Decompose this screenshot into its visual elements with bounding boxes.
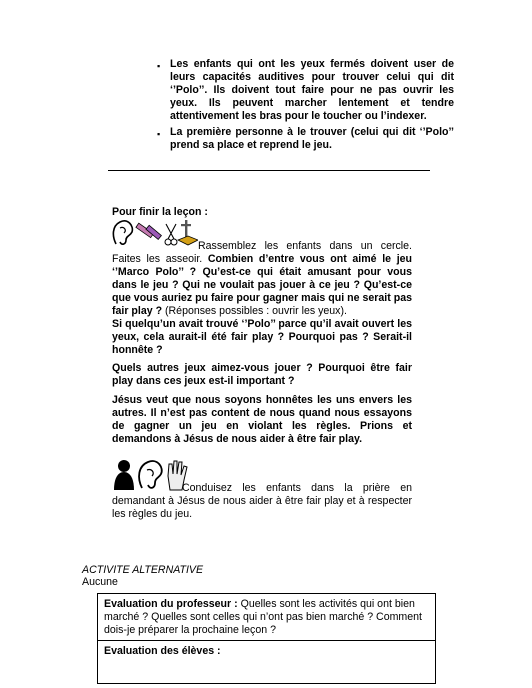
- divider: [108, 170, 430, 171]
- alt-activity-title: ACTIVITE ALTERNATIVE: [82, 564, 204, 576]
- p1-normal: Rassemblez les enfants dans un cercle. Faites les asseoir.: [112, 240, 412, 265]
- p5-text: Conduisez les enfants dans la prière en demandant à Jésus de nous aider à être fair play et à respecter les règles du jeu.: [112, 482, 412, 520]
- teacher-evaluation-box: [97, 593, 436, 641]
- bullet-marker: ▪: [157, 129, 161, 139]
- p1-tail: (Réponses possibles : ouvrir les yeux).: [165, 305, 347, 317]
- paragraph-2: Si quelqu’un avait trouvé ‘’Polo’’ parce qu’il avait ouvert les yeux, cela aurait-il été fair play ? Pourquoi pas ? Serait-il honnête ?: [112, 318, 412, 356]
- student-evaluation-label: Evaluation des élèves :: [104, 645, 221, 657]
- teacher-evaluation-text: Quelles sont les activités qui ont bien marché ? Quelles sont celles qui n’ont pas bien marché ? Comment dois-je préparer la prochaine leçon ?: [104, 598, 422, 636]
- student-evaluation-box: [97, 640, 436, 684]
- pencil-icon: [136, 223, 162, 239]
- bullet-marker: ▪: [157, 61, 161, 71]
- bullet-text-1: Les enfants qui ont les yeux fermés doivent user de leurs capacités auditives pour trouver celui qui dit ‘’Polo’’. Ils doivent tout faire pour ne pas ouvrir les yeux. Ils peuvent marcher lentement et tendre attentivement les bras pour le toucher ou l’indexer.: [170, 58, 454, 122]
- section-title: Pour finir la leçon :: [112, 206, 208, 218]
- alt-activity-value: Aucune: [82, 576, 118, 588]
- paragraph-3: Quels autres jeux aimez-vous jouer ? Pourquoi être fair play dans ces jeux est-il important ?: [112, 362, 412, 387]
- p1-bold: Combien d’entre vous ont aimé le jeu ‘’Marco Polo’’ ? Qu’est-ce qui était amusant pour vous dans le jeu ? Qui ne voulait pas jouer à ce jeu ? Qu’est-ce que vous auriez pu faire pour gagner mais qui ne serait pas fair play ?: [112, 253, 412, 317]
- paragraph-4: Jésus veut que nous soyons honnêtes les uns envers les autres. Il n’est pas content de nous quand nous essayons de gagner un jeu en violant les règles. Prions et demandons à Jésus de nous aider à être fair play.: [112, 394, 412, 445]
- teacher-evaluation-label: Evaluation du professeur :: [104, 598, 238, 610]
- paragraph-1: [112, 240, 412, 318]
- bullet-text-2: La première personne à le trouver (celui qui dit ‘’Polo’’ prend sa place et reprend le jeu.: [170, 126, 454, 151]
- paragraph-5: [112, 482, 412, 521]
